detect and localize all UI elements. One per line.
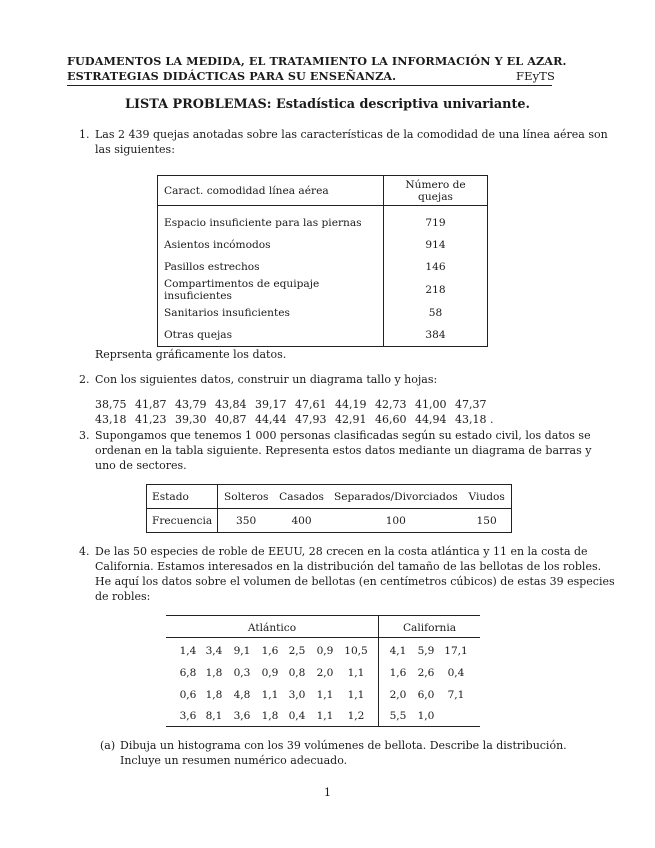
atlantic-header: Atlántico [247, 622, 297, 634]
california-value: 1,0 [417, 710, 435, 722]
atlantic-value: 3,4 [205, 645, 223, 657]
row-label-frecuencia: Frecuencia [152, 514, 213, 527]
header-right: FEyTS [516, 69, 555, 83]
p1-line1: Las 2 439 quejas anotadas sobre las características de la comodidad de una línea aérea son [95, 128, 608, 141]
row-label: Asientos incómodos [164, 239, 271, 251]
stem-leaf-value: 47,93 [295, 413, 327, 426]
p4a-line2: Incluye un resumen numérico adecuado. [120, 754, 348, 767]
p4a-line1: Dibuja un histograma con los 39 volúmenes de bellota. Describe la distribución. [120, 739, 567, 752]
stem-leaf-value: 38,75 [95, 398, 127, 411]
stem-leaf-value: 41,23 [135, 413, 167, 426]
col-header-characteristic: Caract. comodidad línea aérea [158, 176, 384, 206]
atlantic-value: 4,8 [233, 689, 251, 701]
california-value: 6,0 [417, 689, 435, 701]
acorn-table-top-rule [166, 615, 480, 616]
row-label: Espacio insuficiente para las piernas [164, 217, 362, 229]
p3-line2: ordenan en la tabla siguiente. Representa estos datos mediante un diagrama de barras y [95, 444, 592, 457]
civil-status-table [146, 484, 512, 533]
p4a-label: (a) [100, 739, 116, 752]
atlantic-value: 3,6 [233, 710, 251, 722]
freq-viudos: 150 [476, 514, 497, 527]
row-value: 384 [384, 324, 488, 347]
col-header-estado: Estado [147, 485, 218, 509]
atlantic-value: 1,8 [205, 667, 223, 679]
stem-leaf-value: 44,94 [415, 413, 447, 426]
atlantic-value: 0,6 [179, 689, 197, 701]
california-value: 1,6 [389, 667, 407, 679]
stem-leaf-value: 40,87 [215, 413, 247, 426]
header-rule [67, 85, 552, 86]
stem-leaf-value: 44,19 [335, 398, 367, 411]
p1-line2: las siguientes: [95, 143, 175, 156]
col-header-complaints: Número de quejas [384, 176, 488, 206]
freq-casados: 400 [291, 514, 312, 527]
atlantic-value: 1,1 [316, 710, 334, 722]
atlantic-value: 8,1 [205, 710, 223, 722]
california-value: 7,1 [447, 689, 465, 701]
p1-after: Reprsenta gráficamente los datos. [95, 348, 287, 361]
stem-leaf-value: 42,73 [375, 398, 407, 411]
stem-leaf-value: 43,18 . [455, 413, 494, 426]
table-row [147, 509, 512, 533]
row-value: 146 [384, 256, 488, 278]
stem-leaf-value: 43,18 [95, 413, 127, 426]
freq-solteros: 350 [218, 509, 275, 533]
stem-leaf-value: 44,44 [255, 413, 287, 426]
atlantic-value: 1,1 [347, 689, 365, 701]
stem-leaf-value: 43,84 [215, 398, 247, 411]
atlantic-value: 3,0 [288, 689, 306, 701]
stem-leaf-value: 47,61 [295, 398, 327, 411]
table-row [158, 234, 488, 256]
stem-leaf-value: 43,79 [175, 398, 207, 411]
california-value: 2,6 [417, 667, 435, 679]
row-value: 218 [384, 278, 488, 302]
california-header: California [402, 622, 457, 634]
atlantic-value: 0,3 [233, 667, 251, 679]
atlantic-value: 0,8 [288, 667, 306, 679]
p1-number: 1. [79, 128, 90, 141]
page-number: 1 [324, 786, 331, 799]
freq-separados: 100 [385, 514, 406, 527]
row-label: Compartimentos de equipaje insuficientes [164, 278, 320, 302]
page-title: LISTA PROBLEMAS: Estadística descriptiva univariante. [125, 97, 530, 112]
p3-line3: uno de sectores. [95, 459, 187, 472]
stem-leaf-value: 39,17 [255, 398, 287, 411]
p4-line1: De las 50 especies de roble de EEUU, 28 crecen en la costa atlántica y 11 en la costa de [95, 545, 588, 558]
california-value: 5,5 [389, 710, 407, 722]
row-label: Otras quejas [164, 329, 233, 341]
row-label: Pasillos estrechos [164, 261, 260, 273]
p2-text: Con los siguientes datos, construir un diagrama tallo y hojas: [95, 373, 438, 386]
col-header-casados: Casados [274, 485, 329, 509]
atlantic-value: 1,6 [261, 645, 279, 657]
table-header-row [158, 176, 488, 206]
table-row [158, 278, 488, 302]
atlantic-value: 1,4 [179, 645, 197, 657]
p2-number: 2. [79, 373, 90, 386]
table-row [158, 324, 488, 347]
stem-leaf-value: 46,60 [375, 413, 407, 426]
table-header-row [147, 485, 512, 509]
california-value: 4,1 [389, 645, 407, 657]
stem-leaf-value: 41,87 [135, 398, 167, 411]
atlantic-value: 1,1 [347, 667, 365, 679]
table-row [158, 302, 488, 324]
table-row [158, 206, 488, 235]
col-header-separados: Separados/Divorciados [329, 485, 463, 509]
stem-leaf-value: 39,30 [175, 413, 207, 426]
col-header-solteros: Solteros [218, 485, 275, 509]
row-value: 719 [384, 206, 488, 235]
atlantic-value: 3,6 [179, 710, 197, 722]
p4-number: 4. [79, 545, 90, 558]
atlantic-value: 10,5 [344, 645, 368, 657]
atlantic-value: 6,8 [179, 667, 197, 679]
atlantic-value: 2,5 [288, 645, 306, 657]
col-header-viudos: Viudos [463, 485, 512, 509]
p3-line1: Supongamos que tenemos 1 000 personas clasificadas según su estado civil, los datos se [95, 429, 591, 442]
atlantic-value: 1,8 [261, 710, 279, 722]
atlantic-value: 1,1 [316, 689, 334, 701]
stem-leaf-value: 47,37 [455, 398, 487, 411]
row-value: 914 [384, 234, 488, 256]
atlantic-value: 9,1 [233, 645, 251, 657]
p4-line4: de robles: [95, 590, 151, 603]
header-line-2: ESTRATEGIAS DIDÁCTICAS PARA SU ENSEÑANZA. [67, 69, 397, 83]
atlantic-value: 0,9 [316, 645, 334, 657]
california-value: 0,4 [447, 667, 465, 679]
stem-leaf-value: 42,91 [335, 413, 367, 426]
atlantic-value: 1,1 [261, 689, 279, 701]
header-line-1: FUDAMENTOS LA MEDIDA, EL TRATAMIENTO LA INFORMACIÓN Y EL AZAR. [67, 54, 567, 68]
p4-line2: California. Estamos interesados en la distribución del tamaño de las bellotas de los robles. [95, 560, 602, 573]
atlantic-value: 1,2 [347, 710, 365, 722]
complaints-table [157, 175, 488, 347]
california-value: 17,1 [444, 645, 468, 657]
atlantic-value: 2,0 [316, 667, 334, 679]
row-label: Sanitarios insuficientes [164, 307, 290, 319]
stem-leaf-value: 41,00 [415, 398, 447, 411]
table-row [158, 256, 488, 278]
atlantic-value: 0,4 [288, 710, 306, 722]
p3-number: 3. [79, 429, 90, 442]
atlantic-value: 0,9 [261, 667, 279, 679]
row-value: 58 [384, 302, 488, 324]
acorn-table-head-rule [166, 637, 480, 638]
california-value: 2,0 [389, 689, 407, 701]
acorn-table-bottom-rule [166, 726, 480, 727]
atlantic-value: 1,8 [205, 689, 223, 701]
california-value: 5,9 [417, 645, 435, 657]
p4-line3: He aquí los datos sobre el volumen de bellotas (en centímetros cúbicos) de estas 39 especies [95, 575, 615, 588]
